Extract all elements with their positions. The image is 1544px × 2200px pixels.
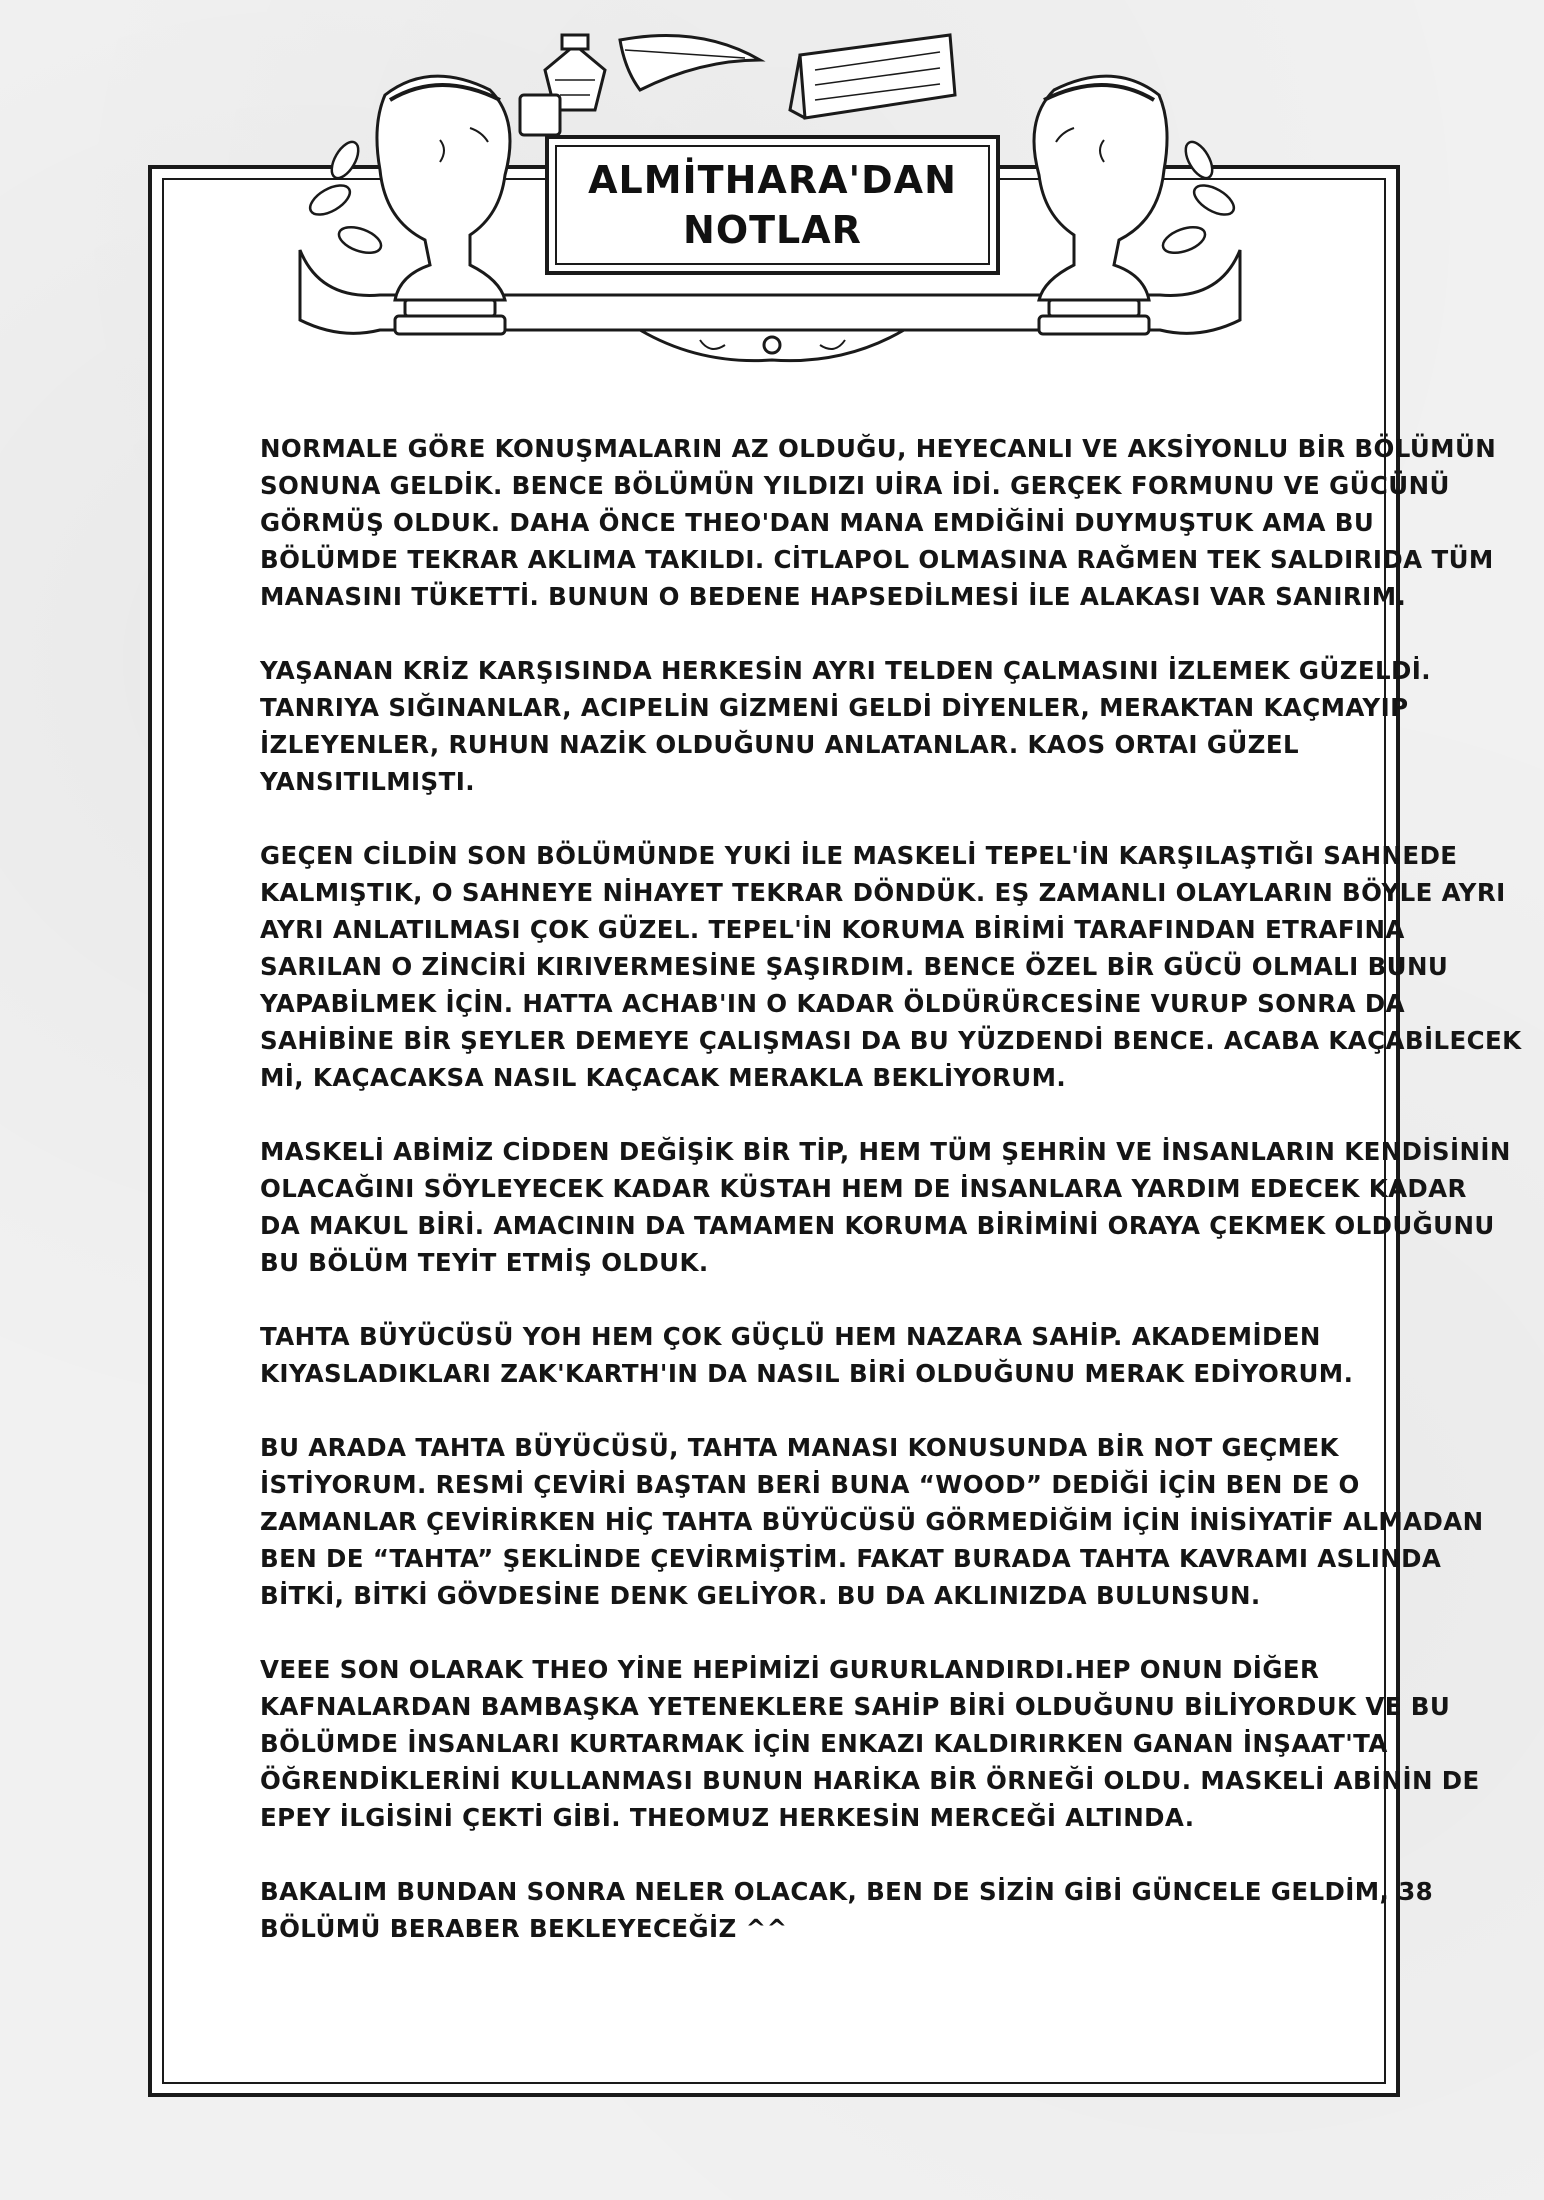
text-line: DA MAKUL BİRİ. AMACININ DA TAMAMEN KORUMA BİRİMİNİ ORAYA ÇEKMEK OLDUĞUNU — [260, 1211, 1495, 1240]
quill-icon — [620, 36, 760, 91]
text-line: SAHİBİNE BİR ŞEYLER DEMEYE ÇALIŞMASI DA BU YÜZDENDİ BENCE. ACABA KAÇABİLECEK — [260, 1026, 1522, 1055]
text-line: YAŞANAN KRİZ KARŞISINDA HERKESİN AYRI TELDEN ÇALMASINI İZLEMEK GÜZELDİ. — [260, 656, 1431, 685]
paragraph — [260, 1318, 1354, 1392]
text-line: GEÇEN CİLDİN SON BÖLÜMÜNDE YUKİ İLE MASKELİ TEPEL'İN KARŞILAŞTIĞI SAHNEDE — [260, 841, 1458, 870]
bust-left-icon — [377, 76, 510, 334]
text-line: Mİ, KAÇACAKSA NASIL KAÇACAK MERAKLA BEKLİYORUM. — [260, 1063, 1067, 1092]
bust-right-icon — [1034, 76, 1167, 334]
paragraph — [260, 1133, 1511, 1281]
title-line-2: NOTLAR — [683, 208, 862, 252]
text-line: SONUNA GELDİK. BENCE BÖLÜMÜN YILDIZI UİRA İDİ. GERÇEK FORMUNU VE GÜCÜNÜ — [260, 471, 1450, 500]
paragraph — [260, 652, 1431, 800]
text-line: BÖLÜMÜ BERABER BEKLEYECEĞİZ ^^ — [260, 1914, 788, 1943]
text-line: İZLEYENLER, RUHUN NAZİK OLDUĞUNU ANLATANLAR. KAOS ORTAI GÜZEL — [260, 730, 1299, 759]
ink-bottle-icon — [520, 35, 605, 135]
text-line: İSTİYORUM. RESMİ ÇEVİRİ BAŞTAN BERİ BUNA “WOOD” DEDİĞİ İÇİN BEN DE O — [260, 1470, 1360, 1499]
text-line: YAPABİLMEK İÇİN. HATTA ACHAB'IN O KADAR ÖLDÜRÜRCESİNE VURUP SONRA DA — [260, 989, 1405, 1018]
title-box — [545, 135, 1000, 275]
paragraph — [260, 430, 1497, 615]
text-line: BÖLÜMDE İNSANLARI KURTARMAK İÇİN ENKAZI KALDIRIRKEN GANAN İNŞAAT'TA — [260, 1729, 1388, 1758]
text-line: VEEE SON OLARAK THEO YİNE HEPİMİZİ GURURLANDIRDI.HEP ONUN DİĞER — [260, 1655, 1320, 1684]
text-line: SARILAN O ZİNCİRİ KIRIVERMESİNE ŞAŞIRDIM. BENCE ÖZEL BİR GÜCÜ OLMALI BUNU — [260, 952, 1449, 981]
book-icon — [790, 35, 955, 118]
paragraph — [260, 1873, 1434, 1947]
paragraph — [260, 1651, 1480, 1836]
text-line: EPEY İLGİSİNİ ÇEKTİ GİBİ. THEOMUZ HERKESİN MERCEĞİ ALTINDA. — [260, 1803, 1195, 1832]
text-line: KAFNALARDAN BAMBAŞKA YETENEKLERE SAHİP BİRİ OLDUĞUNU BİLİYORDUK VE BU — [260, 1692, 1451, 1721]
text-line: GÖRMÜŞ OLDUK. DAHA ÖNCE THEO'DAN MANA EMDİĞİNİ DUYMUŞTUK AMA BU — [260, 508, 1375, 537]
text-line: BEN DE “TAHTA” ŞEKLİNDE ÇEVİRMİŞTİM. FAKAT BURADA TAHTA KAVRAMI ASLINDA — [260, 1544, 1442, 1573]
text-line: ÖĞRENDİKLERİNİ KULLANMASI BUNUN HARİKA BİR ÖRNEĞİ OLDU. MASKELİ ABİNİN DE — [260, 1766, 1480, 1795]
text-line: BU ARADA TAHTA BÜYÜCÜSÜ, TAHTA MANASI KONUSUNDA BİR NOT GEÇMEK — [260, 1433, 1339, 1462]
text-line: OLACAĞINI SÖYLEYECEK KADAR KÜSTAH HEM DE İNSANLARA YARDIM EDECEK KADAR — [260, 1174, 1467, 1203]
text-line: TAHTA BÜYÜCÜSÜ YOH HEM ÇOK GÜÇLÜ HEM NAZARA SAHİP. AKADEMİDEN — [260, 1322, 1321, 1351]
title-line-1: ALMİTHARA'DAN — [588, 158, 957, 202]
text-line: BU BÖLÜM TEYİT ETMİŞ OLDUK. — [260, 1248, 709, 1277]
text-line: BİTKİ, BİTKİ GÖVDESİNE DENK GELİYOR. BU DA AKLINIZDA BULUNSUN. — [260, 1581, 1261, 1610]
text-line: TANRIYA SIĞINANLAR, ACIPELİN GİZMENİ GELDİ DİYENLER, MERAKTAN KAÇMAYIP — [260, 693, 1409, 722]
text-line: KIYASLADIKLARI ZAK'KARTH'IN DA NASIL BİRİ OLDUĞUNU MERAK EDİYORUM. — [260, 1359, 1354, 1388]
paragraph — [260, 1429, 1484, 1614]
text-line: MANASINI TÜKETTİ. BUNUN O BEDENE HAPSEDİLMESİ İLE ALAKASI VAR SANIRIM. — [260, 582, 1407, 611]
text-line: AYRI ANLATILMASI ÇOK GÜZEL. TEPEL'İN KORUMA BİRİMİ TARAFINDAN ETRAFINA — [260, 915, 1405, 944]
text-line: BÖLÜMDE TEKRAR AKLIMA TAKILDI. CİTLAPOL OLMASINA RAĞMEN TEK SALDIRIDA TÜM — [260, 545, 1494, 574]
notes-body — [260, 430, 1522, 1984]
text-line: MASKELİ ABİMİZ CİDDEN DEĞİŞİK BİR TİP, HEM TÜM ŞEHRİN VE İNSANLARIN KENDİSİNİN — [260, 1137, 1511, 1166]
text-line: NORMALE GÖRE KONUŞMALARIN AZ OLDUĞU, HEYECANLI VE AKSİYONLU BİR BÖLÜMÜN — [260, 434, 1497, 463]
text-line: BAKALIM BUNDAN SONRA NELER OLACAK, BEN DE SİZİN GİBİ GÜNCELE GELDİM, 38 — [260, 1877, 1434, 1906]
text-line: YANSITILMIŞTI. — [260, 767, 475, 796]
text-line: KALMIŞTIK, O SAHNEYE NİHAYET TEKRAR DÖNDÜK. EŞ ZAMANLI OLAYLARIN BÖYLE AYRI — [260, 878, 1506, 907]
text-line: ZAMANLAR ÇEVİRİRKEN HİÇ TAHTA BÜYÜCÜSÜ GÖRMEDİĞİM İÇİN İNİSİYATİF ALMADAN — [260, 1507, 1484, 1536]
paragraph — [260, 837, 1522, 1096]
